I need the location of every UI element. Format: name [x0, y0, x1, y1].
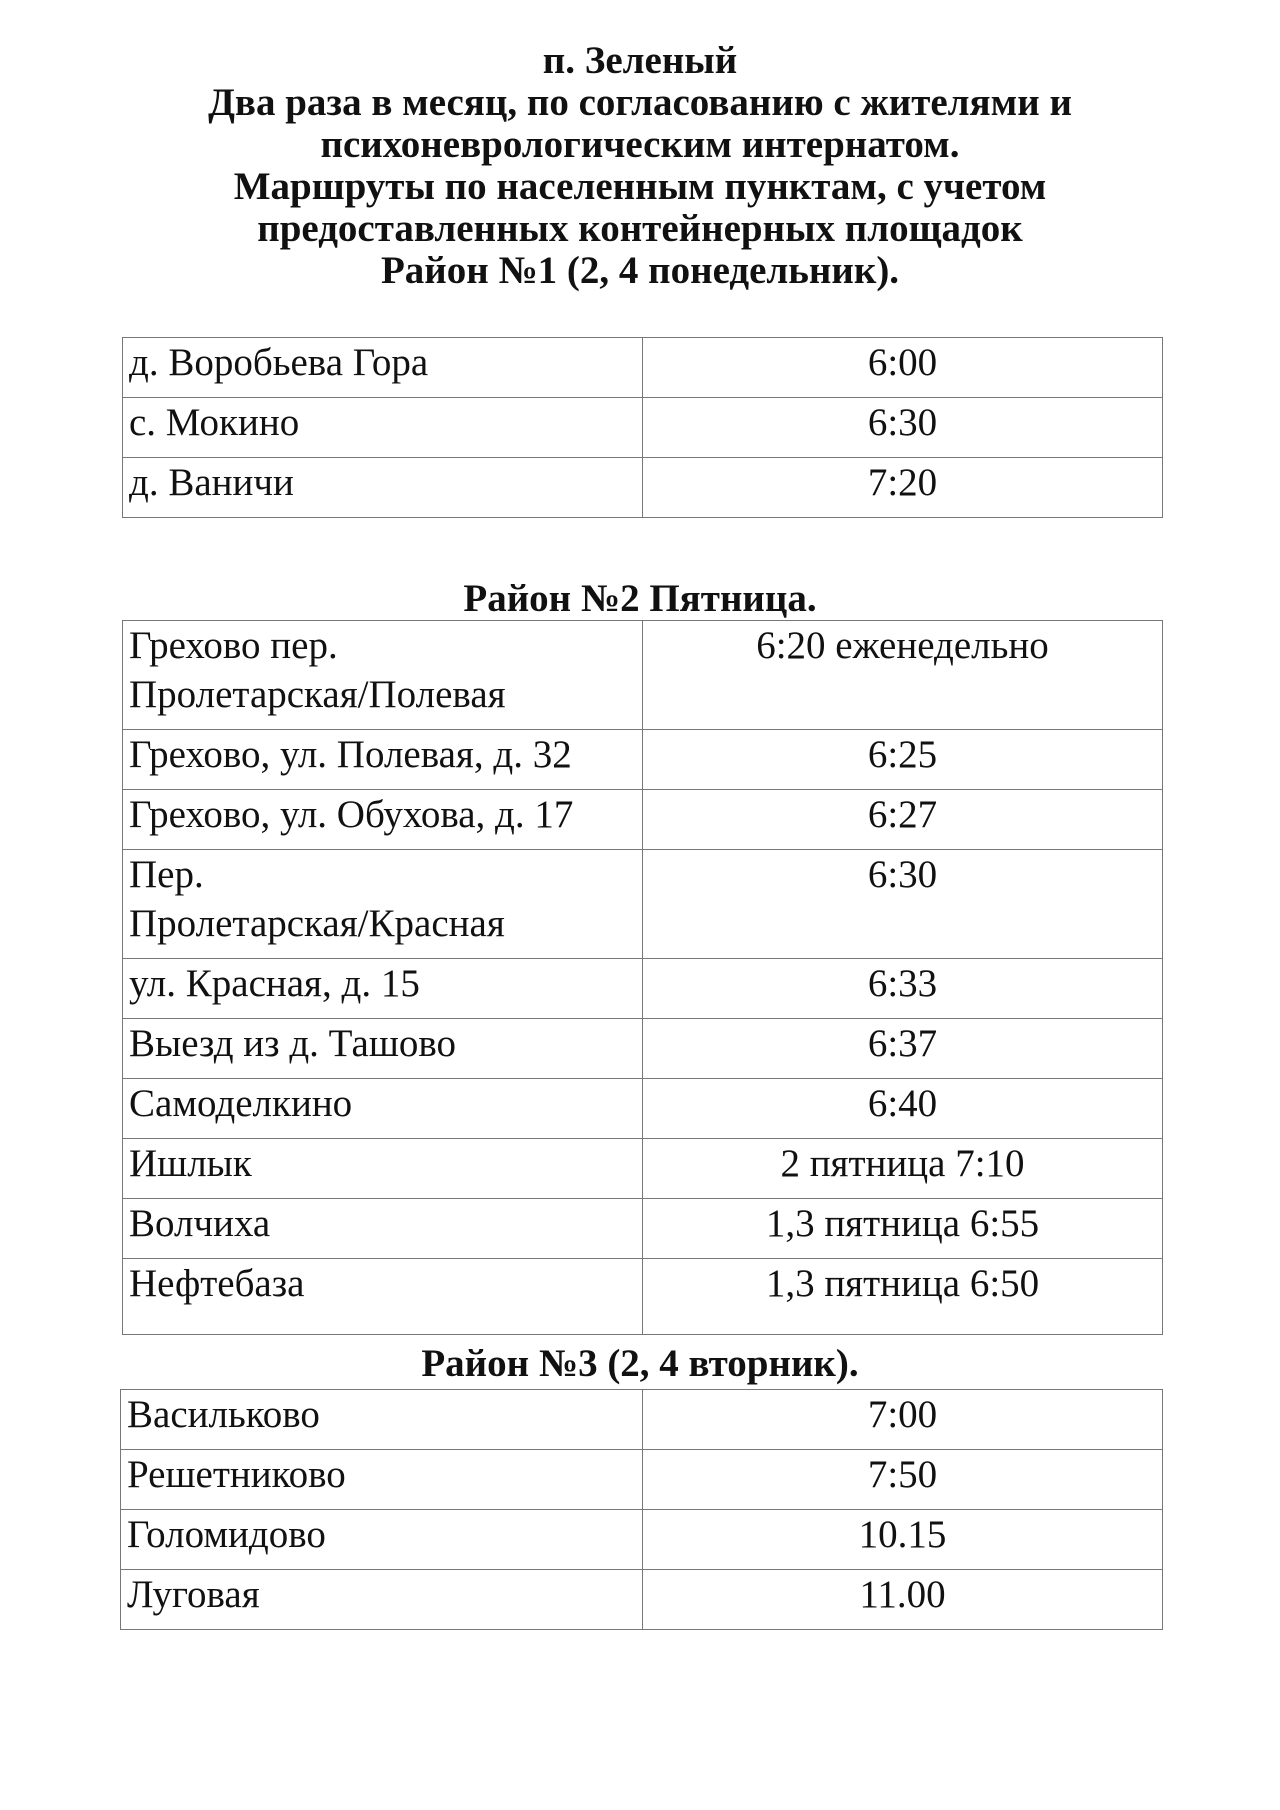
place-cell: Решетниково [121, 1450, 643, 1510]
table-row [121, 1450, 1163, 1510]
table-row [121, 1510, 1163, 1570]
district-1-table [122, 337, 1163, 518]
district-2-title: Район №2 Пятница. [463, 577, 817, 620]
time-cell: 6:33 [643, 959, 1163, 1019]
time-cell: 7:50 [643, 1450, 1163, 1510]
time-cell: 6:27 [643, 790, 1163, 850]
time-cell: 1,3 пятница 6:50 [643, 1259, 1163, 1335]
place-cell: Луговая [121, 1570, 643, 1630]
place-cell: Ишлык [123, 1139, 643, 1199]
district-1-title: Район №1 (2, 4 понедельник). [380, 249, 900, 292]
district-3-title: Район №3 (2, 4 вторник). [421, 1342, 859, 1385]
table-row [123, 1079, 1163, 1139]
time-cell: 7:00 [643, 1390, 1163, 1450]
table-row [123, 730, 1163, 790]
time-cell: 10.15 [643, 1510, 1163, 1570]
place-line: Пролетарская/Полевая [129, 673, 506, 716]
settlement-title: п. Зеленый [542, 39, 738, 82]
table-row [123, 1019, 1163, 1079]
place-cell: Грехово, ул. Обухова, д. 17 [123, 790, 643, 850]
time-cell: 2 пятница 7:10 [643, 1139, 1163, 1199]
time-cell: 6:25 [643, 730, 1163, 790]
table-row [123, 1259, 1163, 1335]
schedule-frequency-line-2: психоневрологическим интернатом. [320, 123, 960, 166]
routes-description-line-1: Маршруты по населенным пунктам, с учетом [233, 165, 1047, 208]
time-cell: 6:30 [643, 850, 1163, 959]
table-row [123, 790, 1163, 850]
table-row [123, 398, 1163, 458]
place-cell: Васильково [121, 1390, 643, 1450]
place-cell: ул. Красная, д. 15 [123, 959, 643, 1019]
routes-description-line-2: предоставленных контейнерных площадок [257, 207, 1023, 250]
table-row [123, 850, 1163, 959]
document-header [120, 40, 1160, 292]
place-cell: д. Воробьева Гора [123, 338, 643, 398]
district-3-table [120, 1389, 1163, 1630]
schedule-frequency-line-1: Два раза в месяц, по согласованию с жителями и [208, 81, 1072, 124]
place-cell: с. Мокино [123, 398, 643, 458]
place-cell: Грехово, ул. Полевая, д. 32 [123, 730, 643, 790]
place-cell: д. Ваничи [123, 458, 643, 518]
table-row [121, 1390, 1163, 1450]
place-line: Пер. [129, 853, 204, 896]
time-cell: 11.00 [643, 1570, 1163, 1630]
place-line: Пролетарская/Красная [129, 902, 505, 945]
place-cell: Волчиха [123, 1199, 643, 1259]
table-row [123, 621, 1163, 730]
time-cell: 7:20 [643, 458, 1163, 518]
time-cell: 6:00 [643, 338, 1163, 398]
table-row [121, 1570, 1163, 1630]
place-line: Грехово пер. [129, 624, 338, 667]
table-row [123, 458, 1163, 518]
time-cell: 6:40 [643, 1079, 1163, 1139]
time-cell: 1,3 пятница 6:55 [643, 1199, 1163, 1259]
table-row [123, 959, 1163, 1019]
place-cell: Нефтебаза [123, 1259, 643, 1335]
place-cell [123, 621, 643, 730]
place-cell: Самоделкино [123, 1079, 643, 1139]
district-2-table [122, 620, 1163, 1335]
place-cell: Выезд из д. Ташово [123, 1019, 643, 1079]
table-row [123, 1139, 1163, 1199]
table-row [123, 338, 1163, 398]
table-row [123, 1199, 1163, 1259]
place-cell: Голомидово [121, 1510, 643, 1570]
time-cell: 6:37 [643, 1019, 1163, 1079]
place-cell [123, 850, 643, 959]
time-cell: 6:20 еженедельно [643, 621, 1163, 730]
time-cell: 6:30 [643, 398, 1163, 458]
